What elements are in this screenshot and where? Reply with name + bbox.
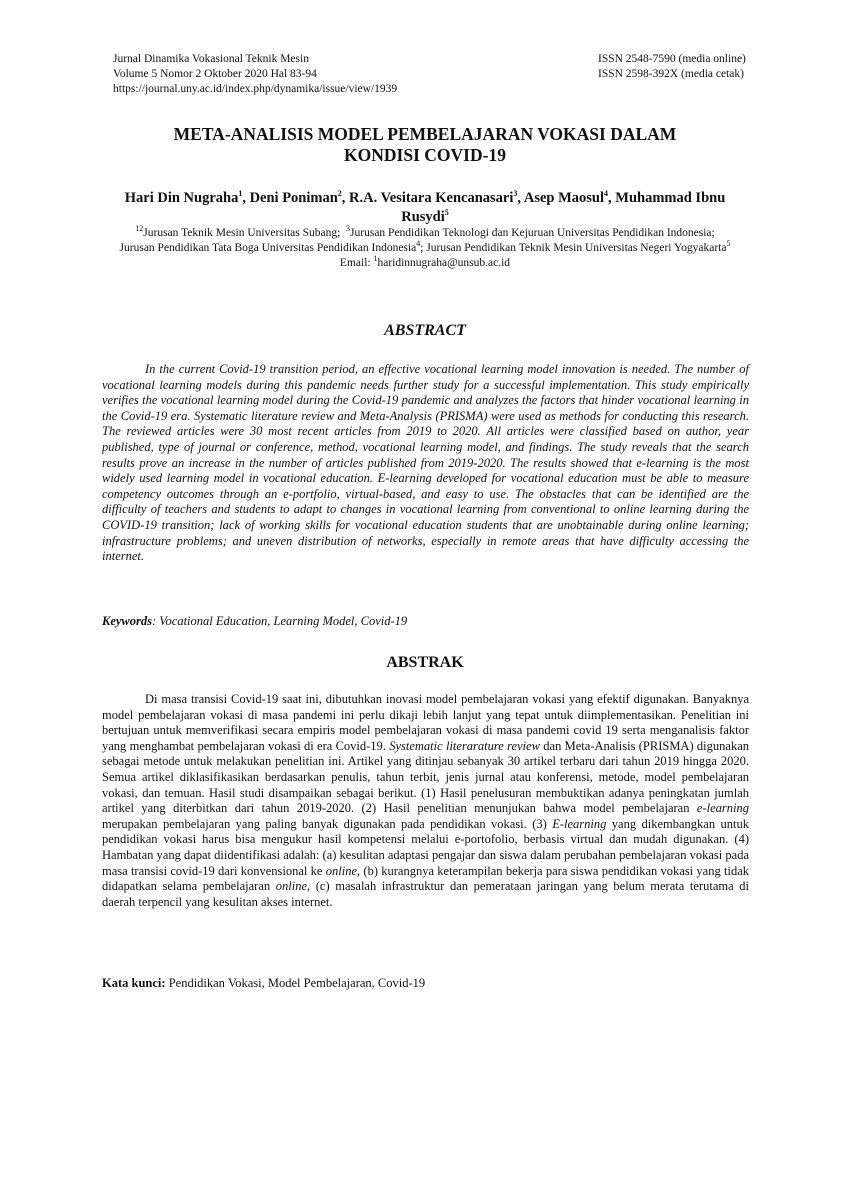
journal-header	[113, 52, 397, 97]
author-list: Hari Din Nugraha$^1$, Deni Poniman$^2$, R.A. Vesitara Kencanasari$^3$, Asep Maosul$^4$, Muhammad Ibnu Rusydi$^5$	[124, 189, 726, 225]
email-address: haridinnugraha@unsub.ac.id	[377, 256, 511, 269]
keywords-label: Keywords	[102, 614, 152, 628]
author-name: Hari Din Nugraha	[124, 190, 239, 206]
author-affiliation-mark: 4	[604, 189, 609, 199]
journal-name: Jurnal Dinamika Vokasional Teknik Mesin	[113, 53, 309, 65]
abstract-heading: ABSTRACT	[384, 322, 466, 339]
author-name: Muhammad Ibnu Rusydi	[401, 190, 726, 225]
author-affiliation-mark: 1	[238, 189, 243, 199]
title-line-2: KONDISI COVID-19	[344, 145, 506, 165]
paper-title	[100, 124, 750, 166]
abstract-text: In the current Covid-19 transition period, an effective vocational learning model innovation is needed. The number of vocational learning models during this pandemic needs further study for a successful implementation. This study empirically verifies the vocational learning model during the Covid-19 pandemic and analyzes the factors that hinder vocational learning in the Covid-19 era. Systematic literature review and Meta-Analysis (PRISMA) were used as methods for conducting this research. The reviewed articles were 30 most recent articles from 2019 to 2020. All articles were classified based on author, year published, type of journal or conference, method, vocational learning model, and findings. The study reveals that the search results prove an increase in the number of articles published from 2019-2020. The results showed that e-learning is the most widely used learning model in vocational education. E-learning developed for vocational education must be able to measure competency outcomes through an e-portfolio, virtual-based, and easy to use. The obstacles that can be identified are the difficulty of teachers and students to adapt to changes in vocational learning from conventional to online learning during the COVID-19 transition; lack of working skills for vocational education students that are unobtainable during online learning; infrastructure problems; and uneven distribution of networks, especially in remote areas that have difficulty accessing the internet.	[102, 362, 749, 564]
affiliations	[100, 226, 750, 270]
keywords-text: : Vocational Education, Learning Model, Covid-19	[152, 614, 408, 628]
author-affiliation-mark: 5	[444, 208, 449, 218]
author-affiliation-mark: 2	[337, 189, 342, 199]
issn-print: ISSN 2598-392X (media cetak)	[598, 68, 744, 80]
email-line: Email: $^1$haridinnugraha@unsub.ac.id	[339, 253, 511, 269]
author-affiliation-mark: 3	[513, 189, 518, 199]
author-name: R.A. Vesitara Kencanasari	[349, 190, 514, 206]
kata-kunci-text: Pendidikan Vokasi, Model Pembelajaran, Covid-19	[165, 976, 426, 990]
kata-kunci-label: Kata kunci:	[102, 976, 166, 990]
kata-kunci-line	[102, 976, 425, 991]
keywords-line	[102, 614, 407, 629]
issn-online: ISSN 2548-7590 (media online)	[598, 53, 746, 65]
author-name: Deni Poniman	[249, 190, 338, 206]
journal-url: https://journal.uny.ac.id/index.php/dynamika/issue/view/1939	[113, 83, 398, 95]
abstrak-body: Di masa transisi Covid-19 saat ini, dibutuhkan inovasi model pembelajaran vokasi yang efektif digunakan. Banyaknya model pembelajaran vokasi di masa pandemi ini perlu dikaji lebih lanjut yang tepat untuk diimplementasikan. Penelitian ini bertujuan untuk memverifikasi secara empiris model pembelajaran vokasi di masa pandemi covid 19 serta menganalisis faktor yang menghambat pembelajaran vokasi di era Covid-19. Systematic literarature review dan Meta-Analisis (PRISMA) digunakan sebagai metode untuk melakukan penelitian ini. Artikel yang ditinjau sebanyak 30 artikel terbaru dari tahun 2019 hingga 2020. Semua artikel diklasifikasikan berdasarkan penulis, tahun terbit, jenis jurnal atau konferensi, metode, model pembelajaran vokasi, dan temuan. Hasil studi disampaikan sebagai berikut. (1) Hasil penelusuran membuktikan adanya peningkatan jumlah artikel yang diterbitkan dari tahun 2019-2020. (2) Hasil penelitian menunjukan bahwa model pembelajaran e-learning merupakan pembelajaran yang paling banyak digunakan pada pendidikan vokasi. (3) E-learning yang dikembangkan untuk pendidikan vokasi harus bisa mengukur hasil kompetensi melalui e-portofolio, berbasis virtual dan mudah digunakan. (4) Hambatan yang dapat diidentifikasi adalah: (a) kesulitan adaptasi pengajar dan siswa dalam perubahan pembelajaran vokasi pada masa transisi covid-19 dari konvensional ke online, (b) kurangnya keterampilan bekerja para siswa pendidikan vokasi yang tidak didapatkan selama pembelajaran online, (c) masalah infrastruktur dan pemerataan jaringan yang belum merata terutama di daerah terpencil yang kesulitan akses internet.	[102, 692, 749, 909]
affiliation-line: $^{12}$Jurusan Teknik Mesin Universitas Subang; $^3$Jurusan Pendidikan Teknologi dan Kejuruan Universitas Pendidikan Indonesia;	[135, 224, 715, 239]
author-name: Asep Maosul	[523, 190, 605, 206]
affiliation-line: Jurusan Pendidikan Tata Boga Universitas Pendidikan Indonesia$^4$; Jurusan Pendidikan Teknik Mesin Universitas Negeri Yogyakarta$^5$	[119, 238, 731, 254]
title-line-1: META-ANALISIS MODEL PEMBELAJARAN VOKASI DALAM	[173, 124, 677, 144]
issn-header	[598, 52, 746, 82]
abstract-body	[102, 362, 749, 565]
abstrak-heading: ABSTRAK	[386, 654, 464, 671]
journal-volume: Volume 5 Nomor 2 Oktober 2020 Hal 83-94	[113, 68, 317, 80]
